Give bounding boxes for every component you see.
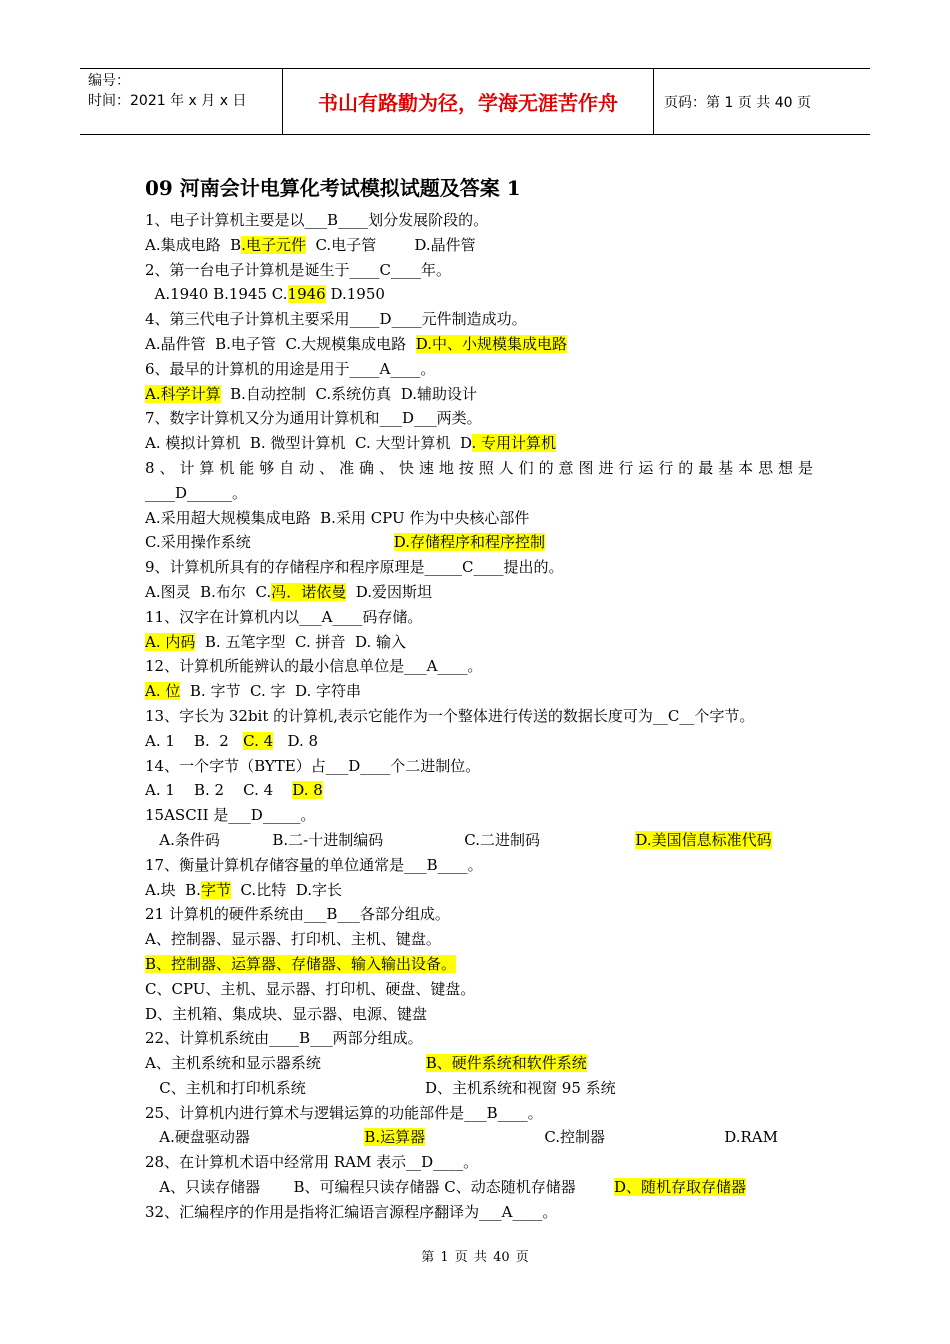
text-line xyxy=(145,1125,815,1150)
text-line xyxy=(145,530,815,555)
line-text: A.块 B. xyxy=(145,880,201,899)
line-text: A. 1 B. 2 C. 4 xyxy=(145,781,293,800)
text-line xyxy=(145,1076,815,1101)
line-text: B.自动控制 C.系统仿真 D.辅助设计 xyxy=(220,384,477,403)
line-text: D. 8 xyxy=(273,731,319,750)
line-text: 28、在计算机术语中经常用 RAM 表示__D____。 xyxy=(145,1153,479,1172)
text-line xyxy=(145,282,815,307)
highlighted-answer: B、硬件系统和软件系统 xyxy=(425,1054,587,1073)
text-line xyxy=(145,605,815,630)
highlighted-answer: . 专用计算机 xyxy=(471,434,557,453)
text-line xyxy=(145,307,815,332)
line-text: 9、计算机所具有的存储程序和程序原理是_____C____提出的。 xyxy=(145,558,564,577)
line-text: A.晶件管 B.电子管 C.大规模集成电路 xyxy=(145,334,416,353)
text-line xyxy=(145,902,815,927)
text-line xyxy=(145,580,815,605)
line-text: D、主机箱、集成块、显示器、电源、键盘 xyxy=(145,1004,428,1023)
text-line xyxy=(145,803,815,828)
text-line xyxy=(145,506,815,531)
line-text: C.电子管 D.晶件管 xyxy=(305,235,476,254)
line-text: 14、一个字节（BYTE）占___D____个二进制位。 xyxy=(145,756,481,775)
text-line xyxy=(145,1026,815,1051)
line-text: 11、汉字在计算机内以___A____码存储。 xyxy=(145,607,423,626)
text-line xyxy=(145,258,815,283)
line-text: ____D______。 xyxy=(145,483,248,502)
line-text: 7、数字计算机又分为通用计算机和___D___两类。 xyxy=(145,409,482,428)
text-line xyxy=(145,828,815,853)
text-line xyxy=(145,481,815,506)
line-text: C.控制器 D.RAM xyxy=(425,1128,778,1147)
line-text: C.比特 D.字长 xyxy=(230,880,342,899)
line-text: 2、第一台电子计算机是诞生于____C____年。 xyxy=(145,260,452,279)
line-text: C、主机和打印机系统 D、主机系统和视窗 95 系统 xyxy=(145,1078,616,1097)
text-line xyxy=(145,357,815,382)
highlighted-answer: B、控制器、运算器、存储器、输入输出设备。 xyxy=(145,954,457,973)
line-text: 15ASCII 是___D_____。 xyxy=(145,806,316,825)
line-text: 22、计算机系统由____B___两部分组成。 xyxy=(145,1029,423,1048)
text-line xyxy=(145,332,815,357)
line-text: 25、计算机内进行算术与逻辑运算的功能部件是___B____。 xyxy=(145,1103,543,1122)
highlighted-answer: C. 4 xyxy=(243,731,274,750)
footer-word-2: 页 xyxy=(454,1250,468,1265)
line-text: 21 计算机的硬件系统由___B___各部分组成。 xyxy=(145,905,450,924)
highlighted-answer: A. 位 xyxy=(145,682,181,701)
highlighted-answer: D.中、小规模集成电路 xyxy=(415,334,567,353)
text-line xyxy=(145,704,815,729)
line-text: D.1950 xyxy=(325,285,385,304)
text-line xyxy=(145,1150,815,1175)
line-text: D.爱因斯坦 xyxy=(346,582,432,601)
highlighted-answer: A.科学计算 xyxy=(145,384,221,403)
line-text: 1、电子计算机主要是以___B____划分发展阶段的。 xyxy=(145,211,489,229)
text-line xyxy=(145,208,815,233)
line-text: A、主机系统和显示器系统 xyxy=(145,1054,426,1073)
line-text: 8、计算机能够自动、准确、快速地按照人们的意图进行运行的最基本思想是 xyxy=(145,458,815,477)
footer-word-3: 共 xyxy=(473,1250,487,1265)
highlighted-answer: 字节 xyxy=(200,880,231,899)
highlighted-answer: D.存储程序和程序控制 xyxy=(393,533,546,552)
text-line xyxy=(145,1200,815,1225)
line-text: A. 模拟计算机 B. 微型计算机 C. 大型计算机 D xyxy=(145,434,472,453)
line-text: A、控制器、显示器、打印机、主机、键盘。 xyxy=(145,930,441,949)
line-text: A.集成电路 B xyxy=(145,235,242,254)
line-text: A.图灵 B.布尔 C. xyxy=(145,582,272,601)
highlighted-answer: 冯．诺依曼 xyxy=(271,582,347,601)
line-text: 32、汇编程序的作用是指将汇编语言源程序翻译为___A____。 xyxy=(145,1202,558,1221)
footer-total-pages: 40 xyxy=(493,1250,510,1265)
footer-page-number: 1 xyxy=(440,1250,449,1265)
text-line xyxy=(145,406,815,431)
page-footer xyxy=(0,1246,950,1265)
line-text: C、CPU、主机、显示器、打印机、硬盘、键盘。 xyxy=(145,979,476,998)
text-line xyxy=(145,382,815,407)
text-line xyxy=(145,1051,815,1076)
text-line xyxy=(145,1101,815,1126)
text-line xyxy=(145,977,815,1002)
text-line xyxy=(145,555,815,580)
text-line xyxy=(145,878,815,903)
line-text: A. 1 B. 2 xyxy=(145,731,244,750)
text-line xyxy=(145,754,815,779)
line-text: A.条件码 B.二-十进制编码 C.二进制码 xyxy=(145,830,636,849)
line-text: A、只读存储器 B、可编程只读存储器 C、动态随机存储器 xyxy=(145,1178,614,1197)
text-line xyxy=(145,654,815,679)
line-text: 12、计算机所能辨认的最小信息单位是___A____。 xyxy=(145,657,483,676)
doc-title: 09 河南会计电算化考试模拟试题及答案 1 xyxy=(145,176,521,200)
text-line xyxy=(145,456,815,481)
line-text: 13、字长为 32bit 的计算机,表示它能作为一个整体进行传送的数据长度可为__C__个字节。 xyxy=(145,706,755,725)
line-text: C.采用操作系统 xyxy=(145,533,394,552)
header-page-info: 页码：第 1 页 共 40 页 xyxy=(664,94,811,111)
highlighted-answer: .电子元件 xyxy=(241,235,306,254)
text-line xyxy=(145,630,815,655)
text-line xyxy=(145,952,815,977)
header-number-label: 编号： xyxy=(88,73,130,89)
line-text: A.硬盘驱动器 xyxy=(145,1128,365,1147)
text-line xyxy=(145,679,815,704)
question-list xyxy=(145,208,815,1225)
text-line xyxy=(145,233,815,258)
text-line xyxy=(145,778,815,803)
header-meta xyxy=(80,69,282,134)
line-text: 6、最早的计算机的用途是用于____A____。 xyxy=(145,359,436,378)
text-line xyxy=(145,853,815,878)
text-line xyxy=(145,1175,815,1200)
footer-word-1: 第 xyxy=(421,1250,435,1265)
highlighted-answer: D. 8 xyxy=(292,781,323,800)
header-time-label: 时间：2021 年 x 月 x 日 xyxy=(88,93,247,109)
line-text: B. 字节 C. 字 D. 字符串 xyxy=(180,682,362,701)
highlighted-answer: A. 内码 xyxy=(145,632,196,651)
line-text: A.采用超大规模集成电路 B.采用 CPU 作为中央核心部件 xyxy=(145,508,530,527)
text-line xyxy=(145,431,815,456)
line-text: B. 五笔字型 C. 拼音 D. 输入 xyxy=(195,632,407,651)
line-text: 17、衡量计算机存储容量的单位通常是___B____。 xyxy=(145,855,483,874)
text-line xyxy=(145,927,815,952)
line-text: 4、第三代电子计算机主要采用____D____元件制造成功。 xyxy=(145,310,527,329)
line-text: A.1940 B.1945 C. xyxy=(145,285,288,304)
highlighted-answer: D.美国信息标准代码 xyxy=(635,830,772,849)
highlighted-answer: 1946 xyxy=(287,285,326,304)
text-line xyxy=(145,729,815,754)
highlighted-answer: B.运算器 xyxy=(364,1128,426,1147)
header-motto: 书山有路勤为径，学海无涯苦作舟 xyxy=(282,69,654,134)
text-line xyxy=(145,1002,815,1027)
highlighted-answer: D、随机存取存储器 xyxy=(613,1178,746,1197)
footer-word-4: 页 xyxy=(515,1250,529,1265)
page-header xyxy=(80,68,870,135)
